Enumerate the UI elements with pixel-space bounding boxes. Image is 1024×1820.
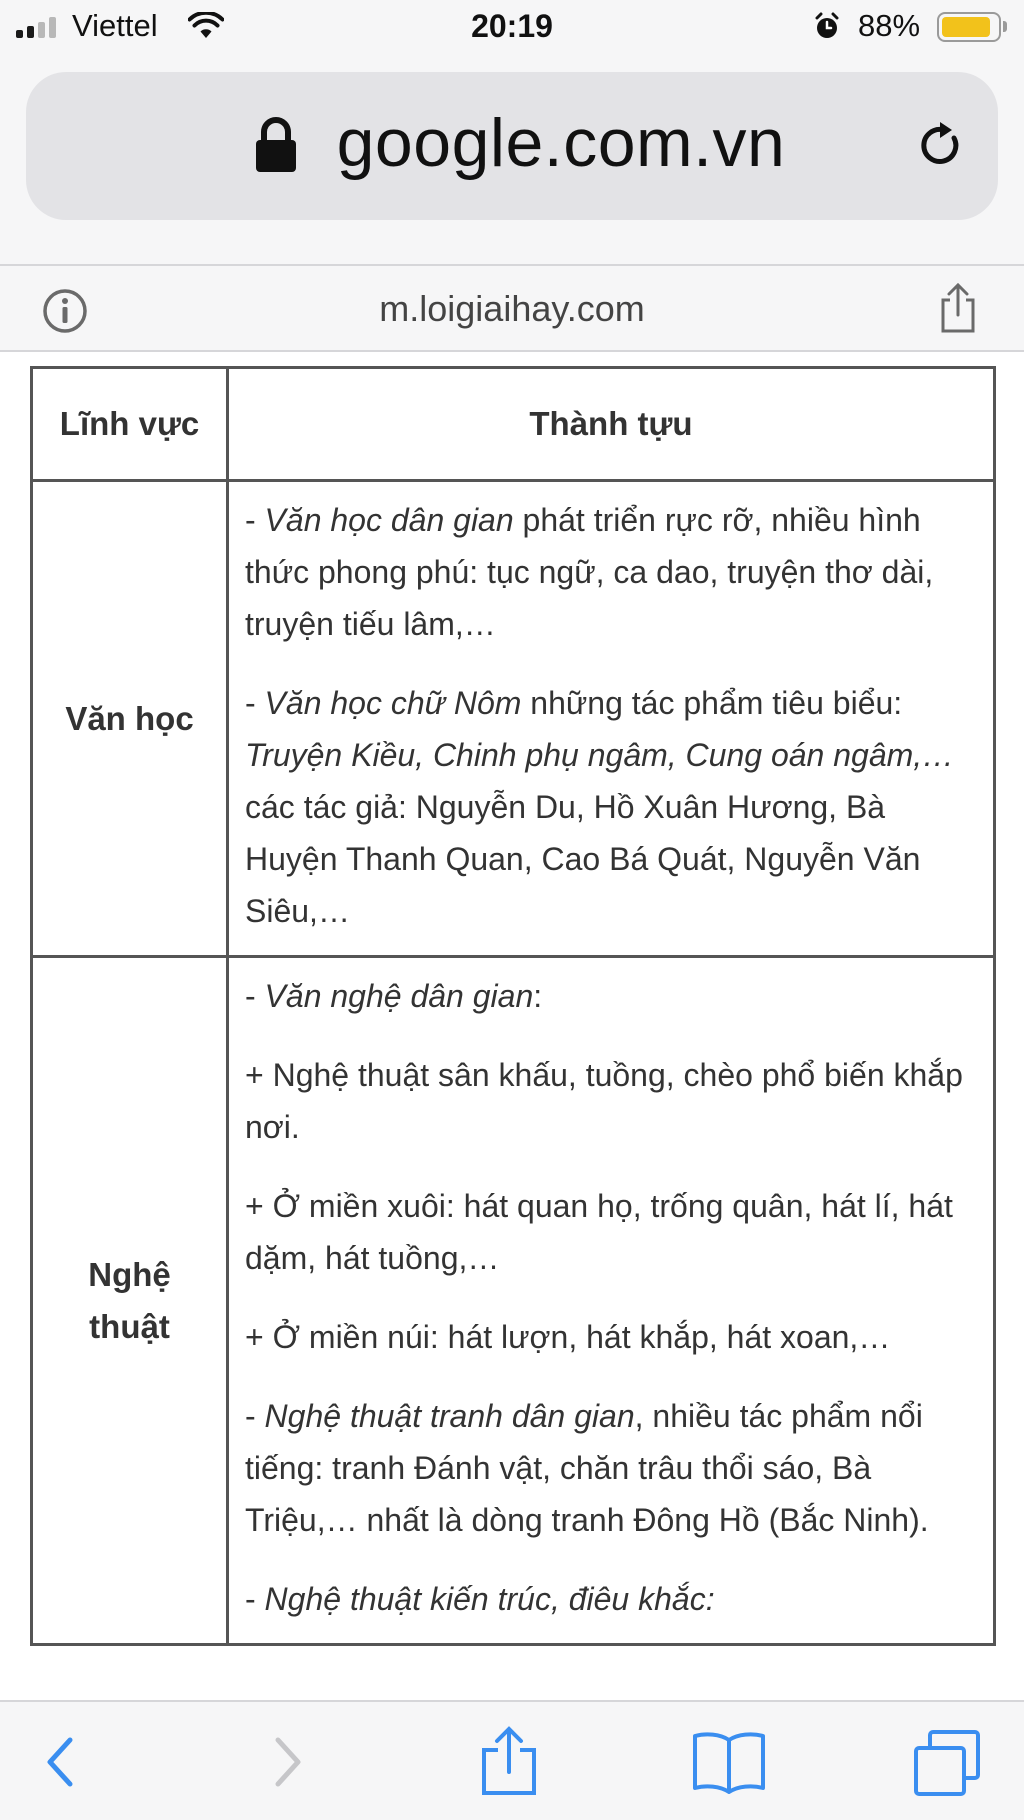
header-field: Lĩnh vực	[32, 368, 228, 481]
url-text[interactable]: google.com.vn	[336, 105, 786, 181]
clock: 20:19	[471, 8, 553, 44]
header-achievements: Thành tựu	[228, 368, 995, 481]
table-row	[32, 957, 995, 1645]
page-info-bar	[0, 264, 1024, 352]
address-bar[interactable]	[26, 72, 998, 220]
battery-percent: 88%	[858, 8, 921, 43]
field-cell: Văn học	[32, 481, 228, 957]
tabs-icon[interactable]	[912, 1730, 982, 1796]
table-header-row	[32, 368, 995, 481]
achievements-cell	[228, 481, 995, 957]
page-domain: m.loigiaihay.com	[379, 288, 645, 329]
status-bar	[0, 0, 1024, 56]
table-row	[32, 481, 995, 957]
paragraph: - Nghệ thuật kiến trúc, điêu khắc:	[245, 1581, 715, 1617]
share-page-icon[interactable]	[938, 282, 978, 334]
battery-fill	[942, 17, 990, 37]
paragraph: - Văn học dân gian phát triển rực rỡ, nhiều hình thức phong phú: tục ngữ, ca dao, truyện thơ dài, truyện tiếu lâm,…	[245, 502, 934, 642]
back-icon[interactable]	[42, 1734, 78, 1790]
bookmarks-icon[interactable]	[692, 1730, 766, 1794]
paragraph: - Nghệ thuật tranh dân gian, nhiều tác phẩm nổi tiếng: tranh Đánh vật, chăn trâu thổi sáo, Bà Triệu,… nhất là dòng tranh Đông Hồ (Bắc Ninh).	[245, 1398, 929, 1538]
paragraph: + Nghệ thuật sân khấu, tuồng, chèo phổ biến khắp nơi.	[245, 1057, 963, 1145]
reload-icon[interactable]	[914, 116, 968, 172]
paragraph: + Ở miền xuôi: hát quan họ, trống quân, hát lí, hát dặm, hát tuồng,…	[245, 1188, 953, 1276]
carrier-name: Viettel	[72, 8, 158, 43]
achievements-cell	[228, 957, 995, 1645]
paragraph: + Ở miền núi: hát lượn, hát khắp, hát xoan,…	[245, 1319, 891, 1355]
web-content[interactable]	[0, 352, 1024, 1700]
paragraph: - Văn học chữ Nôm những tác phẩm tiêu biểu: Truyện Kiều, Chinh phụ ngâm, Cung oán ngâm,… các tác giả: Nguyễn Du, Hồ Xuân Hương, Bà Huyện Thanh Quan, Cao Bá Quát, Nguyễn Văn Siêu,…	[245, 685, 955, 929]
achievements-table	[30, 366, 996, 1646]
battery-icon	[937, 12, 1001, 42]
field-cell: Nghệ thuật	[32, 957, 228, 1645]
share-icon[interactable]	[480, 1726, 538, 1796]
alarm-icon	[813, 12, 841, 42]
browser-toolbar	[0, 1700, 1024, 1820]
paragraph: - Văn nghệ dân gian:	[245, 978, 543, 1014]
forward-icon[interactable]	[270, 1734, 306, 1790]
battery-tip	[1003, 21, 1007, 32]
